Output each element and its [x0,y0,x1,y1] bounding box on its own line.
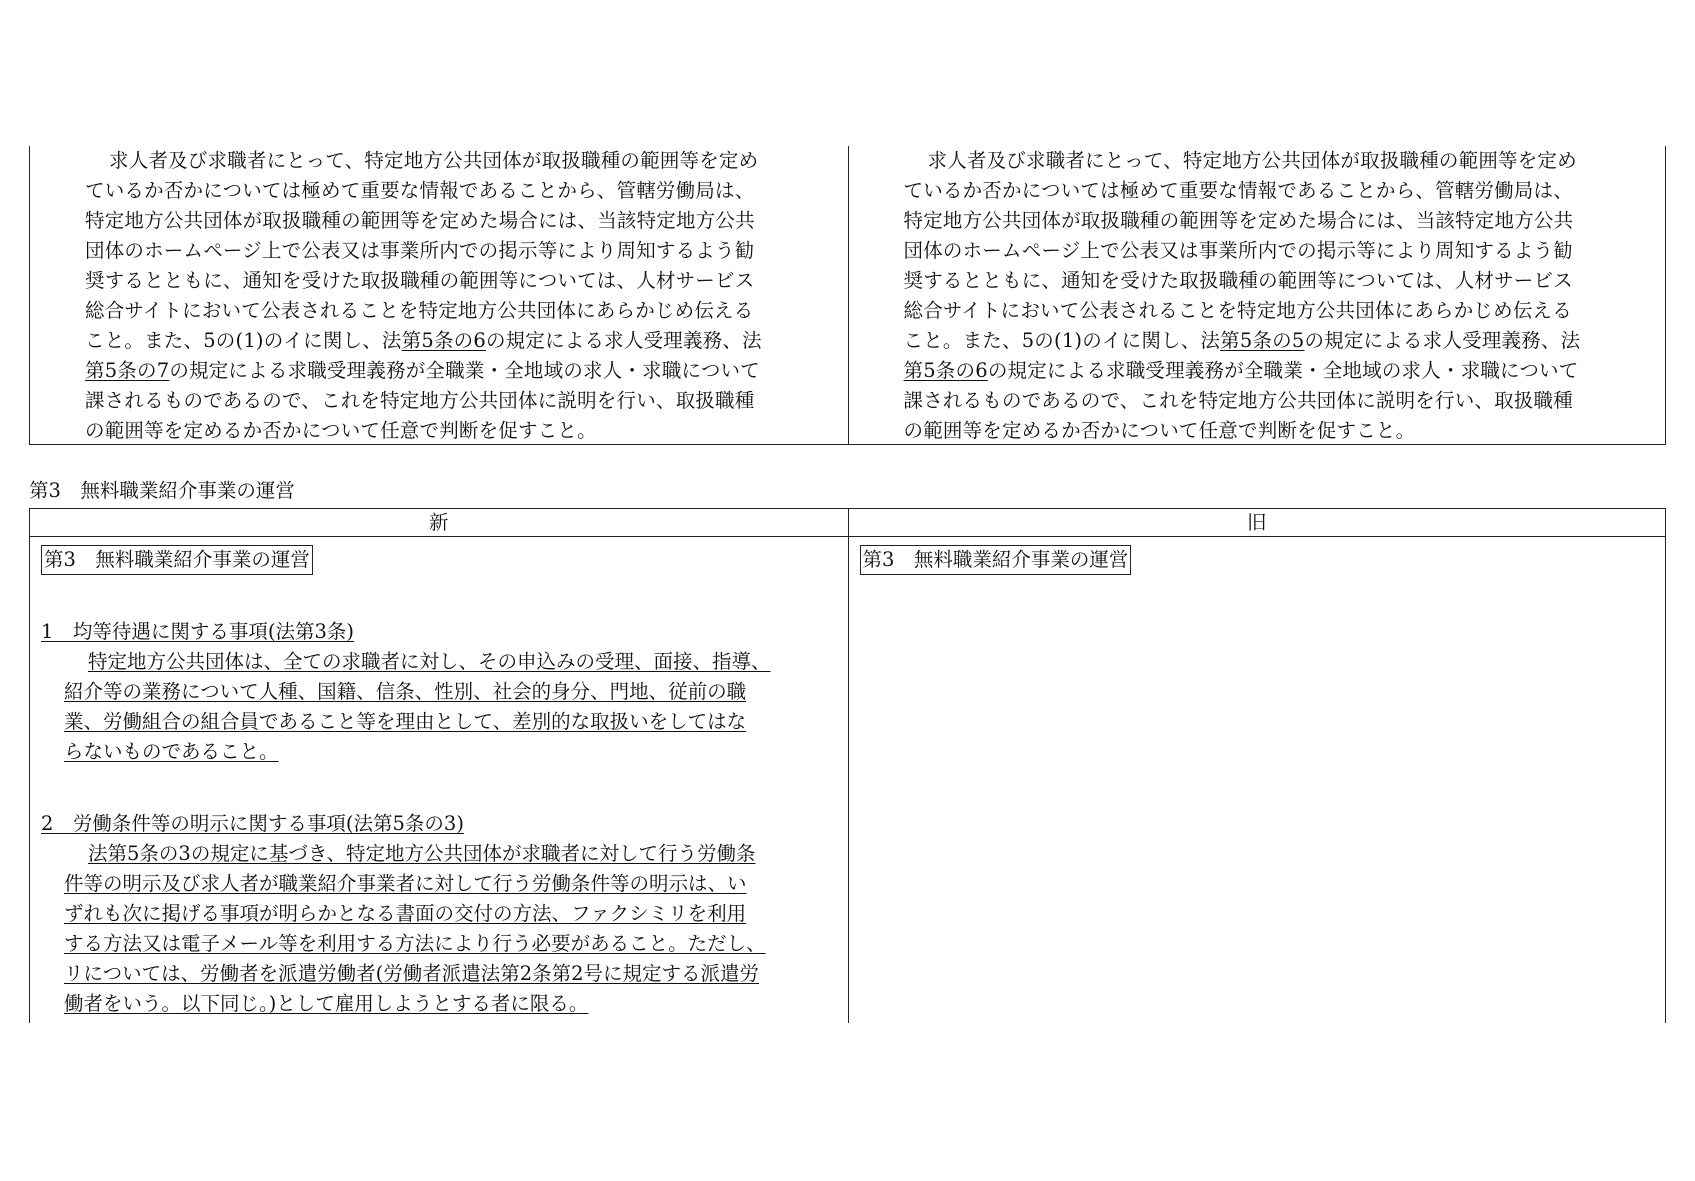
text-line: 団体のホームページ上で公表又は事業所内での掲示等により周知するよう勧 [85,239,755,262]
text-span: の規定による求人受理義務、法 [1304,329,1581,352]
text-line: 奨するとともに、通知を受けた取扱職種の範囲等については、人材サービス [903,269,1573,292]
text-span: らないものであること。 [64,740,279,763]
text-line: の範囲等を定めるか否かについて任意で判断を促すこと。 [85,419,597,442]
new-column [30,537,848,1023]
header-new: 新 [428,511,449,534]
item-2-body [64,839,869,1019]
text-line: 総合サイトにおいて公表されることを特定地方公共団体にあらかじめ伝える [85,299,754,322]
text-span: こと。また、5の(1)のイに関し、法 [85,329,402,352]
text-line [904,356,1685,386]
text-line: 団体のホームページ上で公表又は事業所内での掲示等により周知するよう勧 [903,239,1573,262]
text-line [85,326,866,356]
item-1-title: 1 均等待遇に関する事項(法第3条) [41,620,355,643]
text-span: する方法又は電子メール等を利用する方法により行う必要があること。ただし、 [64,932,766,955]
boxed-section-title: 第3 無料職業紹介事業の運営 [860,545,1132,575]
text-line [85,356,866,386]
amended-reference: 第5条の6 [401,329,486,352]
text-line: ているか否かについては極めて重要な情報であることから、管轄労働局は、 [903,179,1573,202]
boxed-section-title: 第3 無料職業紹介事業の運営 [41,545,313,575]
text-line [64,989,869,1019]
old-paragraph [904,146,1685,446]
text-line: 特定地方公共団体が取扱職種の範囲等を定めた場合には、当該特定地方公共 [85,209,755,232]
text-line [64,707,869,737]
text-line: 総合サイトにおいて公表されることを特定地方公共団体にあらかじめ伝える [903,299,1572,322]
item-2-title: 2 労働条件等の明示に関する事項(法第5条の3) [41,812,464,835]
table-header-row [30,509,1665,537]
text-line: ているか否かについては極めて重要な情報であることから、管轄労働局は、 [85,179,755,202]
text-line: 求人者及び求職者にとって、特定地方公共団体が取扱職種の範囲等を定め [927,149,1577,172]
text-span: ずれも次に掲げる事項が明らかとなる書面の交付の方法、ファクシミリを利用 [64,902,747,925]
text-span: 件等の明示及び求人者が職業紹介事業者に対して行う労働条件等の明示は、い [64,872,747,895]
text-span: 業、労働組合の組合員であること等を理由として、差別的な取扱いをしてはな [64,710,747,733]
text-line [64,839,869,869]
text-span: 働者をいう。以下同じ。)として雇用しようとする者に限る。 [64,992,589,1015]
text-line: 奨するとともに、通知を受けた取扱職種の範囲等については、人材サービス [85,269,755,292]
text-line: 課されるものであるので、これを特定地方公共団体に説明を行い、取扱職種 [903,389,1573,412]
section-heading: 第3 無料職業紹介事業の運営 [29,479,295,502]
table-body-row [30,537,1665,1023]
text-line: 求人者及び求職者にとって、特定地方公共団体が取扱職種の範囲等を定め [109,149,759,172]
text-span: こと。また、5の(1)のイに関し、法 [903,329,1221,352]
text-line [64,899,869,929]
text-line [64,677,869,707]
new-column-cell [30,146,848,444]
item-1-body [64,647,869,767]
header-old: 旧 [848,509,1666,536]
text-span: リについては、労働者を派遣労働者(労働者派遣法第2条第2号に規定する派遣労 [64,962,760,985]
text-line: の範囲等を定めるか否かについて任意で判断を促すこと。 [903,419,1416,442]
text-line [64,929,869,959]
text-line [64,869,869,899]
text-span: 法第5条の3の規定に基づき、特定地方公共団体が求職者に対して行う労働条 [88,842,756,865]
text-span: 特定地方公共団体は、全ての求職者に対し、その申込みの受理、面接、指導、 [88,650,771,673]
text-span: 紹介等の業務について人種、国籍、信条、性別、社会的身分、門地、従前の職 [64,680,747,703]
text-line [64,959,869,989]
text-span: の規定による求人受理義務、法 [485,329,762,352]
text-span: の規定による求職受理義務が全職業・全地域の求人・求職について [987,359,1579,382]
new-paragraph [85,146,866,446]
amended-reference: 第5条の5 [1220,329,1305,352]
comparison-table-continued [29,146,1666,445]
old-column [848,537,1666,1023]
text-line: 特定地方公共団体が取扱職種の範囲等を定めた場合には、当該特定地方公共 [903,209,1574,232]
old-column-cell [848,146,1666,444]
text-line [904,326,1685,356]
text-line [64,737,869,767]
comparison-table [29,508,1666,1023]
text-span: の規定による求職受理義務が全職業・全地域の求人・求職について [169,359,760,382]
amended-reference: 第5条の7 [85,359,170,382]
amended-reference: 第5条の6 [903,359,988,382]
text-line [64,647,869,677]
text-line: 課されるものであるので、これを特定地方公共団体に説明を行い、取扱職種 [85,389,755,412]
